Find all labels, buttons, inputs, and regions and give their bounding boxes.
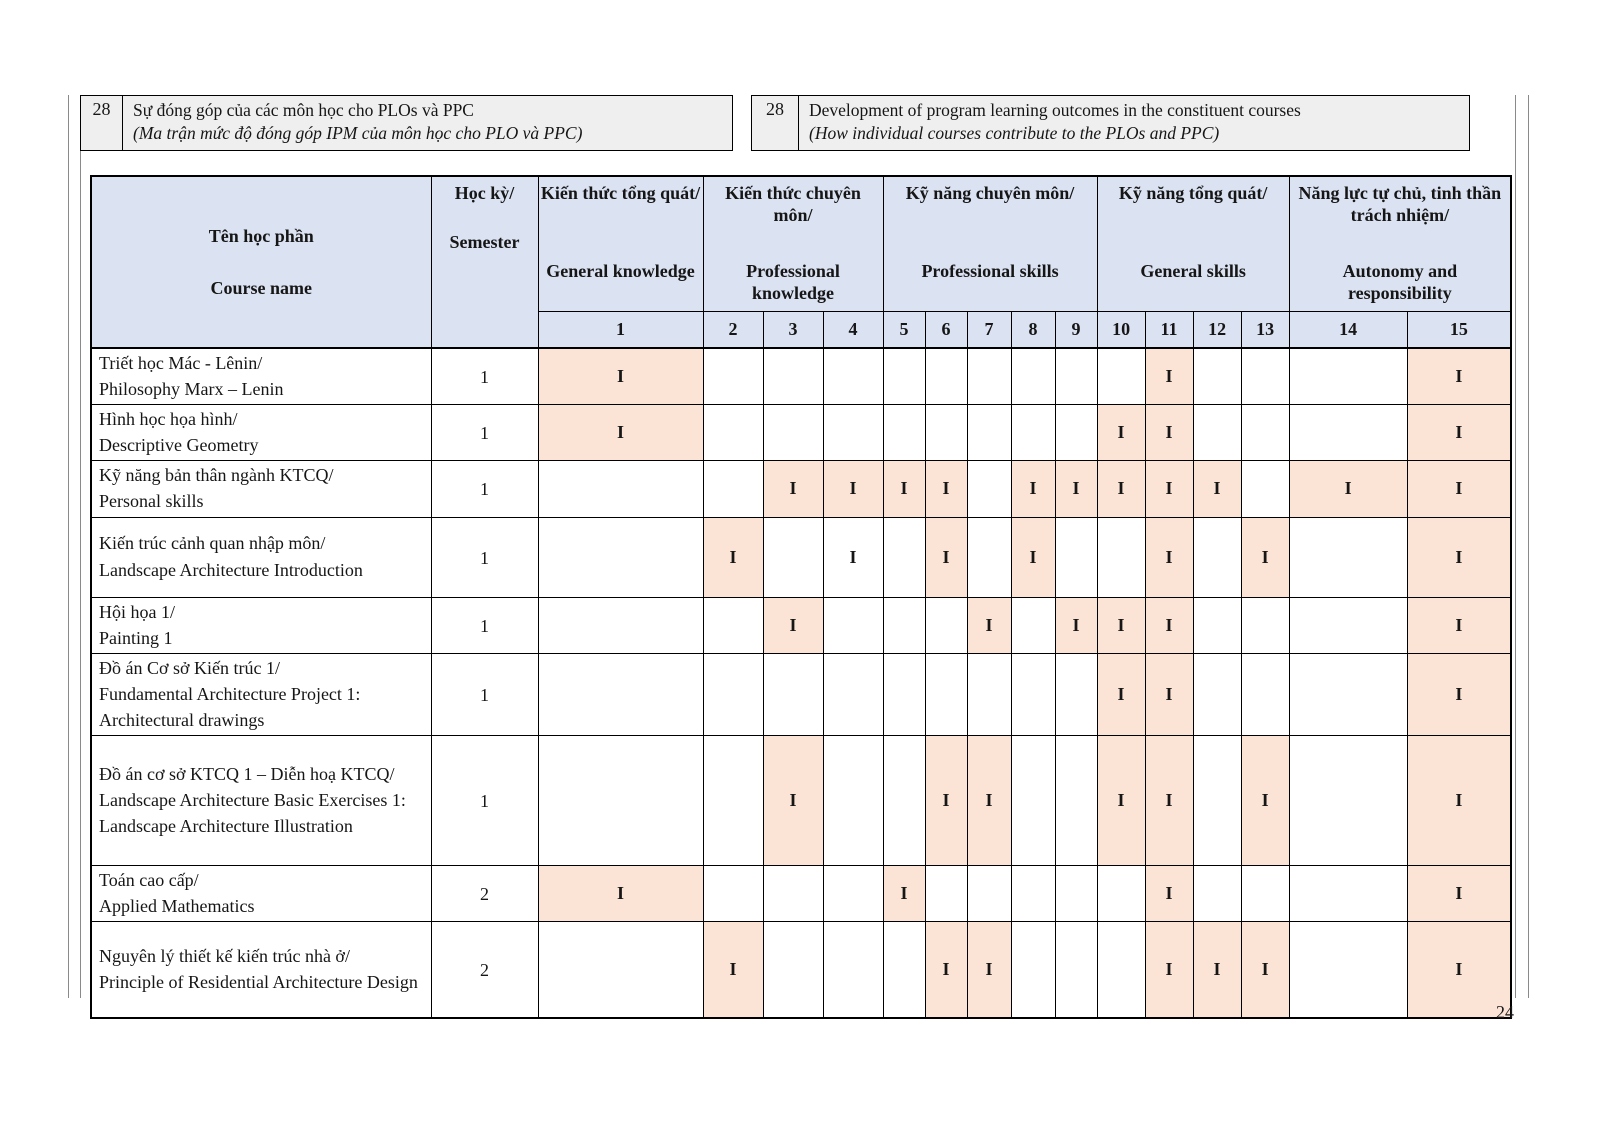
course-name-vi: Nguyên lý thiết kế kiến trúc nhà ở/: [99, 945, 350, 966]
plo-5-cell: [883, 736, 925, 866]
col-number-10: 10: [1097, 311, 1145, 348]
course-name-cell: [91, 736, 431, 866]
course-row-0: [91, 348, 1511, 405]
plo-12-cell: [1193, 653, 1241, 735]
course-name-en: Applied Mathematics: [99, 896, 255, 917]
course-name-cell: [91, 348, 431, 405]
col-number-8: 8: [1011, 311, 1055, 348]
plo-3-cell: I: [763, 736, 823, 866]
plo-1-cell: I: [538, 348, 703, 405]
group-3-en: General skills: [1140, 261, 1246, 281]
course-name-vi: Đồ án cơ sở KTCQ 1 – Diễn hoạ KTCQ/: [99, 763, 395, 784]
semester-cell: 1: [431, 461, 538, 517]
plo-14-cell: [1289, 597, 1407, 653]
plo-6-cell: [925, 405, 967, 461]
caption-right-number: 28: [751, 95, 798, 151]
plo-10-cell: I: [1097, 597, 1145, 653]
left-inner-rail: [80, 95, 81, 998]
plo-10-cell: [1097, 348, 1145, 405]
plo-9-cell: I: [1055, 597, 1097, 653]
plo-14-cell: [1289, 922, 1407, 1018]
plo-15-cell: I: [1407, 866, 1511, 922]
col-number-6: 6: [925, 311, 967, 348]
plo-13-cell: I: [1241, 736, 1289, 866]
course-row-3: [91, 517, 1511, 597]
group-professional-knowledge: [703, 176, 883, 311]
group-2-vi: Kỹ năng chuyên môn/: [905, 183, 1075, 203]
plo-3-cell: [763, 866, 823, 922]
plo-5-cell: I: [883, 461, 925, 517]
plo-11-cell: I: [1145, 461, 1193, 517]
group-header-row: [91, 176, 1511, 311]
plo-10-cell: I: [1097, 653, 1145, 735]
caption-left-title: Sự đóng góp của các môn học cho PLOs và PPC: [133, 100, 474, 120]
plo-9-cell: [1055, 922, 1097, 1018]
plo-4-cell: [823, 922, 883, 1018]
plo-7-cell: [967, 348, 1011, 405]
plo-6-cell: I: [925, 461, 967, 517]
plo-1-cell: [538, 597, 703, 653]
course-row-7: [91, 866, 1511, 922]
plo-8-cell: [1011, 405, 1055, 461]
plo-5-cell: I: [883, 866, 925, 922]
plo-11-cell: I: [1145, 653, 1193, 735]
group-3-vi: Kỹ năng tổng quát/: [1118, 183, 1268, 203]
plo-6-cell: [925, 653, 967, 735]
plo-8-cell: [1011, 597, 1055, 653]
plo-3-cell: [763, 405, 823, 461]
plo-10-cell: [1097, 922, 1145, 1018]
caption-left-text: [122, 95, 733, 151]
col-number-14: 14: [1289, 311, 1407, 348]
plo-1-cell: [538, 653, 703, 735]
plo-11-cell: I: [1145, 736, 1193, 866]
plo-9-cell: [1055, 653, 1097, 735]
course-row-5: [91, 653, 1511, 735]
plo-2-cell: [703, 736, 763, 866]
plo-3-cell: [763, 517, 823, 597]
right-outer-rail: [1528, 95, 1529, 998]
plo-9-cell: [1055, 866, 1097, 922]
plo-6-cell: [925, 348, 967, 405]
semester-cell: 1: [431, 517, 538, 597]
left-outer-rail: [68, 95, 69, 998]
plo-6-cell: I: [925, 922, 967, 1018]
course-name-vi: Hội họa 1/: [99, 601, 175, 622]
plo-15-cell: I: [1407, 597, 1511, 653]
semester-cell: 1: [431, 653, 538, 735]
semester-cell: 2: [431, 922, 538, 1018]
plo-4-cell: [823, 348, 883, 405]
plo-2-cell: [703, 597, 763, 653]
group-4-en: Autonomy and responsibility: [1342, 261, 1458, 303]
plo-4-cell: [823, 736, 883, 866]
plo-1-cell: I: [538, 866, 703, 922]
plo-12-cell: I: [1193, 461, 1241, 517]
plo-9-cell: [1055, 736, 1097, 866]
plo-15-cell: I: [1407, 517, 1511, 597]
course-row-8: [91, 922, 1511, 1018]
plo-1-cell: [538, 922, 703, 1018]
caption-row: [80, 95, 1470, 151]
plo-15-cell: I: [1407, 405, 1511, 461]
plo-3-cell: [763, 348, 823, 405]
plo-5-cell: [883, 348, 925, 405]
plo-15-cell: I: [1407, 922, 1511, 1018]
plo-8-cell: [1011, 348, 1055, 405]
plo-10-cell: I: [1097, 405, 1145, 461]
plo-8-cell: [1011, 866, 1055, 922]
group-0-vi: Kiến thức tổng quát/: [540, 183, 701, 203]
col-number-12: 12: [1193, 311, 1241, 348]
group-0-en: General knowledge: [546, 261, 695, 281]
plo-2-cell: [703, 461, 763, 517]
caption-left: [80, 95, 733, 151]
plo-9-cell: [1055, 348, 1097, 405]
plo-12-cell: [1193, 405, 1241, 461]
col-number-7: 7: [967, 311, 1011, 348]
plo-14-cell: [1289, 348, 1407, 405]
plo-7-cell: [967, 866, 1011, 922]
plo-3-cell: [763, 653, 823, 735]
plo-9-cell: [1055, 517, 1097, 597]
plo-13-cell: I: [1241, 922, 1289, 1018]
group-professional-skills: [883, 176, 1097, 311]
plo-12-cell: I: [1193, 922, 1241, 1018]
plo-8-cell: [1011, 653, 1055, 735]
plo-12-cell: [1193, 866, 1241, 922]
plo-12-cell: [1193, 517, 1241, 597]
semester-cell: 1: [431, 736, 538, 866]
matrix-body: [91, 348, 1511, 1018]
plo-13-cell: [1241, 597, 1289, 653]
semester-cell: 1: [431, 405, 538, 461]
course-name-vi: Đồ án Cơ sở Kiến trúc 1/: [99, 657, 281, 678]
semester-header-vi: Học kỳ/: [454, 183, 515, 203]
plo-6-cell: [925, 597, 967, 653]
plo-11-cell: I: [1145, 922, 1193, 1018]
group-1-vi: Kiến thức chuyên môn/: [725, 183, 861, 225]
right-inner-rail: [1515, 95, 1516, 998]
course-name-en: Painting 1: [99, 627, 173, 648]
plo-1-cell: [538, 736, 703, 866]
plo-11-cell: I: [1145, 405, 1193, 461]
course-name-vi: Hình học họa hình/: [99, 409, 238, 430]
plo-5-cell: [883, 517, 925, 597]
course-name-vi: Kỹ năng bản thân ngành KTCQ/: [99, 465, 334, 486]
col-number-5: 5: [883, 311, 925, 348]
plo-10-cell: [1097, 517, 1145, 597]
caption-left-number: 28: [80, 95, 122, 151]
plo-14-cell: [1289, 866, 1407, 922]
course-name-en: Personal skills: [99, 491, 204, 512]
plo-12-cell: [1193, 348, 1241, 405]
caption-left-subtitle: (Ma trận mức độ đóng góp IPM của môn học cho PLO và PPC): [133, 123, 583, 144]
plo-3-cell: I: [763, 597, 823, 653]
plo-14-cell: [1289, 653, 1407, 735]
group-4-vi: Năng lực tự chủ, tinh thần trách nhiệm/: [1298, 183, 1502, 225]
plo-9-cell: [1055, 405, 1097, 461]
plo-7-cell: [967, 461, 1011, 517]
plo-4-cell: [823, 597, 883, 653]
plo-7-cell: [967, 405, 1011, 461]
course-name-en: Fundamental Architecture Project 1: Architectural drawings: [99, 683, 361, 730]
plo-7-cell: [967, 517, 1011, 597]
col-number-13: 13: [1241, 311, 1289, 348]
plo-5-cell: [883, 653, 925, 735]
plo-4-cell: [823, 405, 883, 461]
course-name-cell: [91, 405, 431, 461]
plo-15-cell: I: [1407, 736, 1511, 866]
col-number-11: 11: [1145, 311, 1193, 348]
plo-8-cell: I: [1011, 461, 1055, 517]
plo-3-cell: I: [763, 461, 823, 517]
course-name-en: Landscape Architecture Introduction: [99, 559, 363, 580]
plo-8-cell: I: [1011, 517, 1055, 597]
plo-1-cell: I: [538, 405, 703, 461]
semester-header: [431, 176, 538, 348]
plo-3-cell: [763, 922, 823, 1018]
plo-5-cell: [883, 405, 925, 461]
course-name-vi: Toán cao cấp/: [99, 870, 199, 891]
plo-7-cell: I: [967, 736, 1011, 866]
semester-cell: 1: [431, 348, 538, 405]
course-name-vi: Triết học Mác - Lênin/: [99, 353, 263, 373]
plo-13-cell: [1241, 653, 1289, 735]
plo-10-cell: I: [1097, 461, 1145, 517]
course-row-6: [91, 736, 1511, 866]
group-1-en: Professional knowledge: [746, 261, 840, 303]
plo-5-cell: [883, 922, 925, 1018]
plo-6-cell: I: [925, 736, 967, 866]
matrix-header: [91, 176, 1511, 348]
course-name-cell: [91, 597, 431, 653]
plo-2-cell: [703, 866, 763, 922]
course-name-cell: [91, 461, 431, 517]
plo-10-cell: [1097, 866, 1145, 922]
course-name-cell: [91, 517, 431, 597]
plo-11-cell: I: [1145, 517, 1193, 597]
plo-15-cell: I: [1407, 461, 1511, 517]
semester-cell: 1: [431, 597, 538, 653]
plo-15-cell: I: [1407, 653, 1511, 735]
course-name-cell: [91, 653, 431, 735]
group-general-knowledge: [538, 176, 703, 311]
plo-14-cell: [1289, 736, 1407, 866]
course-name-cell: [91, 922, 431, 1018]
caption-right-subtitle: (How individual courses contribute to the PLOs and PPC): [809, 123, 1220, 144]
plo-4-cell: [823, 866, 883, 922]
plo-15-cell: I: [1407, 348, 1511, 405]
plo-13-cell: I: [1241, 517, 1289, 597]
course-name-header-vi: Tên học phần: [208, 226, 314, 247]
plo-1-cell: [538, 517, 703, 597]
plo-4-cell: I: [823, 461, 883, 517]
caption-right-text: [798, 95, 1470, 151]
caption-right-title: Development of program learning outcomes in the constituent courses: [809, 100, 1301, 120]
plo-8-cell: [1011, 736, 1055, 866]
semester-cell: 2: [431, 866, 538, 922]
plo-7-cell: [967, 653, 1011, 735]
plo-14-cell: [1289, 405, 1407, 461]
plo-13-cell: [1241, 461, 1289, 517]
group-general-skills: [1097, 176, 1289, 311]
plo-7-cell: I: [967, 597, 1011, 653]
col-number-9: 9: [1055, 311, 1097, 348]
course-name-en: Landscape Architecture Basic Exercises 1: Landscape Architecture Illustration: [99, 789, 406, 837]
plo-6-cell: I: [925, 517, 967, 597]
course-row-1: [91, 405, 1511, 461]
plo-14-cell: I: [1289, 461, 1407, 517]
plo-9-cell: I: [1055, 461, 1097, 517]
col-number-3: 3: [763, 311, 823, 348]
col-number-15: 15: [1407, 311, 1511, 348]
plo-12-cell: [1193, 736, 1241, 866]
plo-13-cell: [1241, 866, 1289, 922]
plo-7-cell: I: [967, 922, 1011, 1018]
plo-1-cell: [538, 461, 703, 517]
course-name-header-en: Course name: [210, 278, 312, 298]
plo-11-cell: I: [1145, 866, 1193, 922]
plo-6-cell: [925, 866, 967, 922]
col-number-1: 1: [538, 311, 703, 348]
course-row-4: [91, 597, 1511, 653]
group-autonomy-responsibility: [1289, 176, 1511, 311]
caption-right: [751, 95, 1470, 151]
col-number-4: 4: [823, 311, 883, 348]
plo-10-cell: I: [1097, 736, 1145, 866]
plo-2-cell: [703, 405, 763, 461]
plo-11-cell: I: [1145, 597, 1193, 653]
plo-2-cell: I: [703, 517, 763, 597]
plo-4-cell: [823, 653, 883, 735]
plo-8-cell: [1011, 922, 1055, 1018]
course-name-cell: [91, 866, 431, 922]
plo-2-cell: [703, 653, 763, 735]
plo-2-cell: I: [703, 922, 763, 1018]
course-name-header: [91, 176, 431, 348]
page-number: 24: [1496, 1002, 1514, 1022]
plo-contribution-matrix: [90, 175, 1512, 1019]
course-name-en: Principle of Residential Architecture Design: [99, 971, 418, 992]
plo-12-cell: [1193, 597, 1241, 653]
plo-13-cell: [1241, 348, 1289, 405]
col-number-2: 2: [703, 311, 763, 348]
plo-13-cell: [1241, 405, 1289, 461]
plo-11-cell: I: [1145, 348, 1193, 405]
plo-4-cell: I: [823, 517, 883, 597]
plo-5-cell: [883, 597, 925, 653]
plo-14-cell: [1289, 517, 1407, 597]
course-name-vi: Kiến trúc cảnh quan nhập môn/: [99, 533, 326, 554]
group-2-en: Professional skills: [921, 261, 1059, 281]
course-name-en: Descriptive Geometry: [99, 435, 259, 456]
course-name-en: Philosophy Marx – Lenin: [99, 379, 284, 400]
plo-2-cell: [703, 348, 763, 405]
semester-header-en: Semester: [449, 231, 520, 252]
course-row-2: [91, 461, 1511, 517]
